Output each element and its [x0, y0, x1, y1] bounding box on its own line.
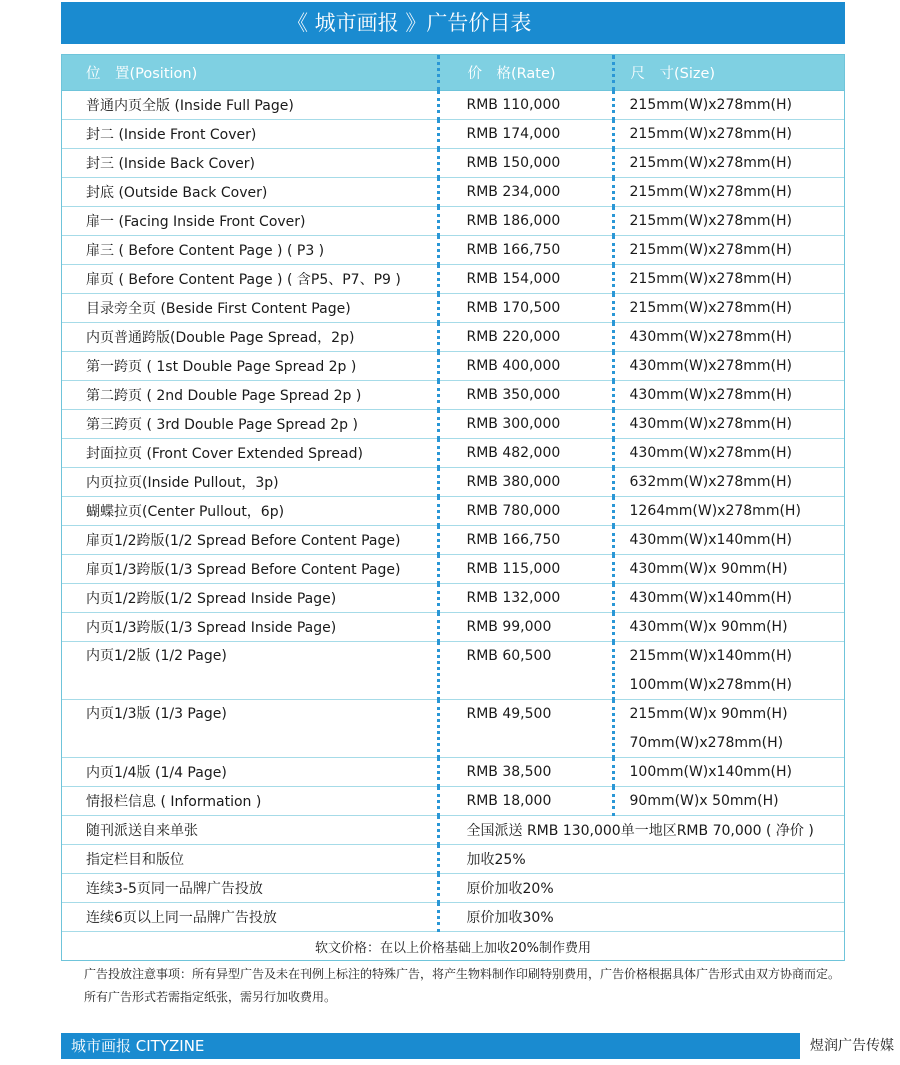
rate-text: RMB 780,000 [466, 503, 561, 519]
size-cell [613, 555, 844, 584]
position-cell [62, 497, 438, 526]
position-cell [62, 149, 438, 178]
position-cell [62, 352, 438, 381]
rate-card-table [61, 54, 845, 961]
table-row [62, 178, 844, 207]
position-cell [62, 555, 438, 584]
size-text: 632mm(W)x278mm(H) [629, 474, 792, 490]
position-text: 扉页1/3跨版(1/3 Spread Before Content Page) [86, 562, 401, 578]
position-text: 目录旁全页 (Beside First Content Page) [86, 301, 351, 317]
size-text: 215mm(W)x278mm(H) [629, 155, 792, 171]
rate-cell [438, 352, 613, 381]
rate-text: RMB 150,000 [466, 155, 561, 171]
footer-agency: 煜润广告传媒 [810, 1038, 894, 1054]
table-row [62, 91, 844, 120]
table-row [62, 120, 844, 149]
rate-text: RMB 110,000 [466, 97, 561, 113]
position-text: 第一跨页 ( 1st Double Page Spread 2p ) [86, 359, 357, 375]
position-text: 内页1/3版 (1/3 Page) [86, 706, 227, 722]
size-text: 430mm(W)x278mm(H) [629, 445, 792, 461]
table-row [62, 381, 844, 410]
position-text: 封二 (Inside Front Cover) [86, 127, 257, 143]
rate-cell [438, 642, 613, 700]
rate-text: RMB 154,000 [466, 271, 561, 287]
table-row [62, 613, 844, 642]
rate-text: RMB 99,000 [466, 619, 552, 635]
size-cell [613, 178, 844, 207]
rate-cell [438, 410, 613, 439]
table-row [62, 149, 844, 178]
rate-cell [438, 497, 613, 526]
position-text: 扉一 (Facing Inside Front Cover) [86, 214, 306, 230]
size-cell [613, 758, 844, 787]
size-cell [613, 236, 844, 265]
position-text: 封底 (Outside Back Cover) [86, 185, 268, 201]
table-row [62, 439, 844, 468]
position-cell [62, 410, 438, 439]
size-text: 70mm(W)x278mm(H) [629, 734, 784, 751]
size-text: 430mm(W)x278mm(H) [629, 387, 792, 403]
size-text: 430mm(W)x140mm(H) [629, 532, 792, 548]
rate-text: RMB 174,000 [466, 126, 561, 142]
rate-cell [438, 236, 613, 265]
rate-cell [438, 758, 613, 787]
position-cell [62, 120, 438, 149]
soft-article-row [62, 932, 844, 961]
position-cell [62, 207, 438, 236]
rate-cell: 原价加收30% [438, 903, 844, 932]
table-row [62, 816, 844, 845]
size-text: 430mm(W)x278mm(H) [629, 329, 792, 345]
size-text: 100mm(W)x140mm(H) [629, 764, 792, 780]
rate-text: RMB 49,500 [466, 706, 552, 722]
size-cell [613, 120, 844, 149]
table-row [62, 845, 844, 874]
rate-text: RMB 482,000 [466, 445, 561, 461]
size-cell [613, 497, 844, 526]
table-row [62, 207, 844, 236]
size-text: 215mm(W)x278mm(H) [629, 184, 792, 200]
table-row [62, 294, 844, 323]
position-cell: 随刊派送自来单张 [62, 816, 438, 845]
rate-cell: 加收25% [438, 845, 844, 874]
size-cell [613, 352, 844, 381]
rate-text: RMB 166,750 [466, 242, 561, 258]
table-row [62, 352, 844, 381]
size-cell [613, 584, 844, 613]
header-size: 尺 寸(Size) [613, 55, 844, 91]
size-cell [613, 149, 844, 178]
size-text: 430mm(W)x 90mm(H) [629, 561, 788, 577]
rate-text: RMB 220,000 [466, 329, 561, 345]
size-cell [613, 294, 844, 323]
position-cell [62, 323, 438, 352]
rate-cell [438, 91, 613, 120]
size-text: 215mm(W)x278mm(H) [629, 126, 792, 142]
size-text: 430mm(W)x 90mm(H) [629, 619, 788, 635]
position-text: 情报栏信息 ( Information ) [86, 794, 262, 810]
size-text: 90mm(W)x 50mm(H) [629, 793, 779, 809]
notice-text: 广告投放注意事项：所有异型广告及未在刊例上标注的特殊广告，将产生物料制作印刷特别费用，广告价格根据具体广告形式由双方协商而定。所有广告形式若需指定纸张，需另行加收费用。 [84, 967, 841, 1004]
position-cell: 连续6页以上同一品牌广告投放 [62, 903, 438, 932]
position-text: 内页拉页(Inside Pullout，3p) [86, 475, 279, 491]
size-cell [613, 468, 844, 497]
position-cell [62, 700, 438, 758]
table-row [62, 555, 844, 584]
rate-cell [438, 149, 613, 178]
rate-cell: 原价加收20% [438, 874, 844, 903]
table-row [62, 584, 844, 613]
rate-text: RMB 186,000 [466, 213, 561, 229]
position-text: 内页1/2跨版(1/2 Spread Inside Page) [86, 591, 337, 607]
page-title: 《 城市画报 》广告价目表 [61, 2, 845, 44]
size-text: 215mm(W)x278mm(H) [629, 97, 792, 113]
rate-text: RMB 400,000 [466, 358, 561, 374]
position-cell [62, 265, 438, 294]
table-row [62, 497, 844, 526]
rate-cell [438, 787, 613, 816]
rate-text: RMB 350,000 [466, 387, 561, 403]
rate-cell: 全国派送 RMB 130,000单一地区RMB 70,000 ( 净价 ) [438, 816, 844, 845]
rate-cell [438, 613, 613, 642]
position-cell [62, 787, 438, 816]
size-cell [613, 265, 844, 294]
table-row [62, 410, 844, 439]
rate-text: RMB 170,500 [466, 300, 561, 316]
table-row [62, 468, 844, 497]
rate-cell [438, 700, 613, 758]
table-row [62, 874, 844, 903]
rate-text: RMB 115,000 [466, 561, 561, 577]
rate-cell [438, 381, 613, 410]
rate-cell [438, 323, 613, 352]
header-rate: 价 格(Rate) [438, 55, 613, 91]
table-row [62, 642, 844, 700]
rate-cell [438, 526, 613, 555]
rate-cell [438, 468, 613, 497]
rate-text: RMB 38,500 [466, 764, 552, 780]
position-text: 蝴蝶拉页(Center Pullout，6p) [86, 504, 285, 520]
position-cell [62, 584, 438, 613]
position-text: 普通内页全版 (Inside Full Page) [86, 98, 294, 114]
position-text: 扉页 ( Before Content Page ) ( 含P5、P7、P9 ) [86, 272, 401, 288]
footer-brand: 城市画报 CITYZINE [61, 1033, 800, 1059]
rate-text: RMB 166,750 [466, 532, 561, 548]
size-cell [613, 207, 844, 236]
size-cell [613, 91, 844, 120]
table-row [62, 236, 844, 265]
soft-article-note: 软文价格：在以上价格基础上加收20%制作费用 [315, 940, 591, 956]
size-cell [613, 526, 844, 555]
position-text: 封三 (Inside Back Cover) [86, 156, 255, 172]
rate-cell [438, 178, 613, 207]
size-text: 215mm(W)x140mm(H) [629, 648, 792, 664]
position-text: 内页1/2版 (1/2 Page) [86, 648, 227, 664]
size-text: 430mm(W)x140mm(H) [629, 590, 792, 606]
position-text: 扉页1/2跨版(1/2 Spread Before Content Page) [86, 533, 401, 549]
size-cell [613, 613, 844, 642]
table-row [62, 265, 844, 294]
rate-cell [438, 439, 613, 468]
size-text: 215mm(W)x278mm(H) [629, 271, 792, 287]
size-cell [613, 787, 844, 816]
size-cell [613, 642, 844, 700]
rate-cell [438, 207, 613, 236]
position-text: 内页1/4版 (1/4 Page) [86, 765, 227, 781]
table-row [62, 526, 844, 555]
position-cell [62, 236, 438, 265]
size-text: 215mm(W)x278mm(H) [629, 242, 792, 258]
size-cell [613, 381, 844, 410]
rate-cell [438, 584, 613, 613]
position-cell [62, 613, 438, 642]
position-text: 内页1/3跨版(1/3 Spread Inside Page) [86, 620, 337, 636]
size-text: 100mm(W)x278mm(H) [629, 676, 792, 693]
position-cell [62, 294, 438, 323]
size-text: 430mm(W)x278mm(H) [629, 358, 792, 374]
position-cell [62, 381, 438, 410]
position-cell [62, 526, 438, 555]
position-cell [62, 178, 438, 207]
rate-text: RMB 132,000 [466, 590, 561, 606]
position-cell [62, 439, 438, 468]
size-cell [613, 410, 844, 439]
table-row [62, 323, 844, 352]
position-text: 第三跨页 ( 3rd Double Page Spread 2p ) [86, 417, 358, 433]
rate-cell [438, 555, 613, 584]
rate-cell [438, 265, 613, 294]
position-text: 扉三 ( Before Content Page ) ( P3 ) [86, 243, 325, 259]
table-row [62, 700, 844, 758]
rate-cell [438, 120, 613, 149]
table-row [62, 787, 844, 816]
size-cell [613, 323, 844, 352]
size-text: 1264mm(W)x278mm(H) [629, 503, 801, 519]
position-text: 封面拉页 (Front Cover Extended Spread) [86, 446, 363, 462]
size-cell [613, 439, 844, 468]
position-cell: 指定栏目和版位 [62, 845, 438, 874]
size-text: 215mm(W)x278mm(H) [629, 300, 792, 316]
header-position: 位 置(Position) [62, 55, 438, 91]
size-text: 215mm(W)x 90mm(H) [629, 706, 788, 722]
table-header-row [62, 55, 844, 91]
table-row [62, 903, 844, 932]
size-text: 430mm(W)x278mm(H) [629, 416, 792, 432]
rate-text: RMB 300,000 [466, 416, 561, 432]
position-cell [62, 468, 438, 497]
rate-text: RMB 60,500 [466, 648, 552, 664]
rate-cell [438, 294, 613, 323]
position-cell [62, 91, 438, 120]
size-text: 215mm(W)x278mm(H) [629, 213, 792, 229]
rate-text: RMB 234,000 [466, 184, 561, 200]
position-cell [62, 758, 438, 787]
position-text: 内页普通跨版(Double Page Spread，2p) [86, 330, 355, 346]
size-cell [613, 700, 844, 758]
rate-text: RMB 18,000 [466, 793, 552, 809]
position-cell: 连续3-5页同一品牌广告投放 [62, 874, 438, 903]
rate-text: RMB 380,000 [466, 474, 561, 490]
table-row [62, 758, 844, 787]
position-text: 第二跨页 ( 2nd Double Page Spread 2p ) [86, 388, 362, 404]
position-cell [62, 642, 438, 700]
